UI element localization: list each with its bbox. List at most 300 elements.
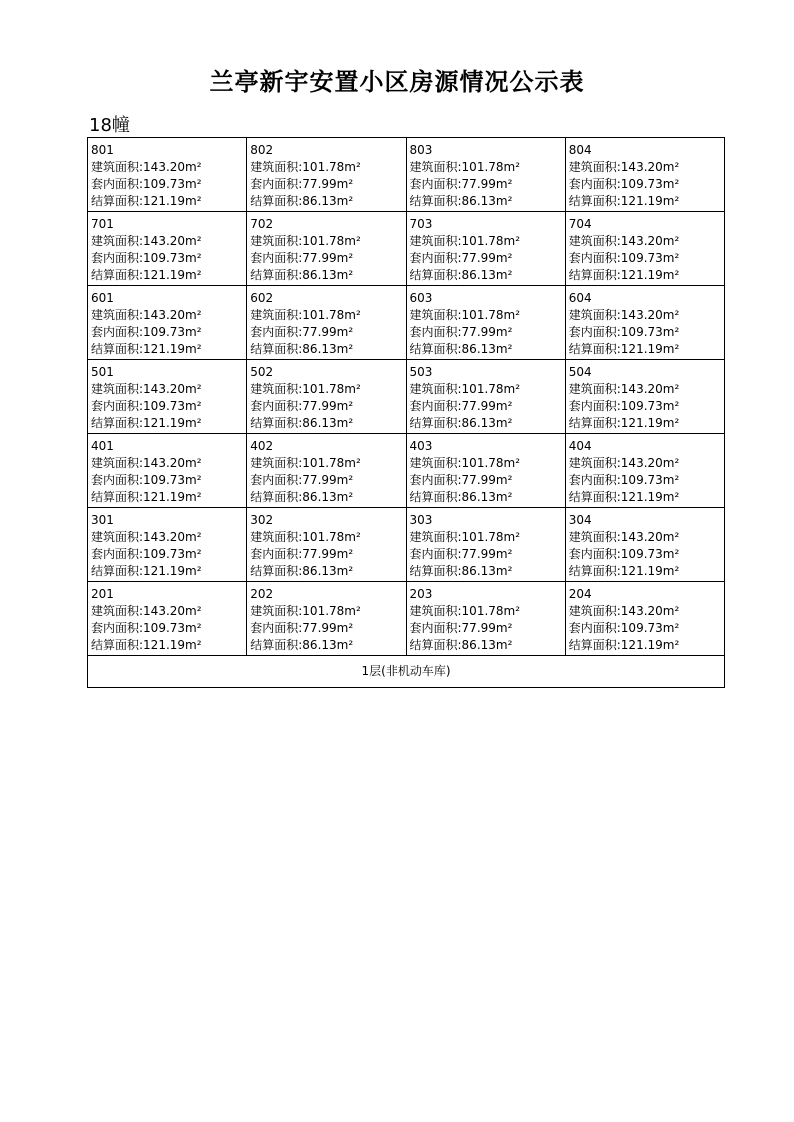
unit-cell [406, 212, 565, 286]
unit-number-line [250, 290, 405, 307]
construction-area-label: 建筑面积: [568, 604, 621, 618]
construction-area-label: 建筑面积: [91, 308, 144, 322]
construction-area-label: 建筑面积: [409, 308, 462, 322]
settlement-area-label: 结算面积: [409, 416, 462, 430]
construction-area-label: 建筑面积: [409, 160, 462, 174]
inner-area-value: 77.99m² [302, 325, 354, 339]
settlement-area-value: 121.19m² [143, 268, 202, 282]
floor-row [88, 286, 725, 360]
floor-row [88, 212, 725, 286]
construction-area-line [250, 233, 405, 250]
construction-area-value: 143.20m² [620, 456, 680, 470]
construction-area-value: 143.20m² [620, 382, 680, 396]
inner-area-line [250, 324, 405, 341]
unit-number-line [410, 438, 565, 455]
settlement-area-label: 结算面积: [91, 564, 144, 578]
unit-number-value: 301 [91, 513, 114, 527]
unit-number-value: 804 [568, 143, 592, 157]
settlement-area-line [569, 489, 724, 506]
construction-area-value: 143.20m² [620, 604, 680, 618]
construction-area-line [250, 603, 405, 620]
settlement-area-line [91, 341, 246, 358]
construction-area-label: 建筑面积: [91, 234, 144, 248]
settlement-area-label: 结算面积: [91, 268, 144, 282]
construction-area-label: 建筑面积: [250, 604, 303, 618]
unit-number-line [569, 290, 724, 307]
construction-area-line [410, 233, 565, 250]
inner-area-value: 109.73m² [143, 177, 202, 191]
construction-area-label: 建筑面积: [568, 308, 621, 322]
inner-area-line [250, 620, 405, 637]
settlement-area-line [250, 267, 405, 284]
construction-area-label: 建筑面积: [409, 456, 462, 470]
construction-area-label: 建筑面积: [568, 382, 621, 396]
settlement-area-line [569, 637, 724, 654]
settlement-area-value: 121.19m² [620, 416, 680, 430]
unit-cell [88, 360, 247, 434]
inner-area-label: 套内面积: [250, 399, 303, 413]
inner-area-line [410, 472, 565, 489]
inner-area-line [91, 620, 246, 637]
inner-area-label: 套内面积: [568, 621, 621, 635]
settlement-area-line [569, 563, 724, 580]
construction-area-line [91, 233, 246, 250]
inner-area-label: 套内面积: [250, 547, 303, 561]
unit-number-value: 302 [250, 513, 274, 527]
settlement-area-line [250, 637, 405, 654]
unit-number-value: 704 [568, 217, 592, 231]
construction-area-line [569, 159, 724, 176]
inner-area-line [569, 472, 724, 489]
inner-area-label: 套内面积: [91, 547, 144, 561]
construction-area-value: 101.78m² [461, 160, 521, 174]
construction-area-line [410, 307, 565, 324]
unit-number-value: 604 [568, 291, 592, 305]
construction-area-value: 143.20m² [143, 604, 202, 618]
construction-area-line [250, 529, 405, 546]
construction-area-value: 143.20m² [620, 530, 680, 544]
inner-area-value: 77.99m² [461, 177, 513, 191]
settlement-area-value: 86.13m² [461, 564, 513, 578]
inner-area-value: 77.99m² [302, 621, 354, 635]
inner-area-label: 套内面积: [409, 325, 462, 339]
unit-number-line [569, 142, 724, 159]
settlement-area-line [91, 637, 246, 654]
inner-area-label: 套内面积: [409, 399, 462, 413]
construction-area-line [410, 603, 565, 620]
settlement-area-line [569, 341, 724, 358]
unit-number-line [91, 364, 246, 381]
construction-area-label: 建筑面积: [409, 234, 462, 248]
settlement-area-value: 121.19m² [620, 638, 680, 652]
construction-area-value: 101.78m² [302, 308, 361, 322]
inner-area-label: 套内面积: [250, 325, 303, 339]
construction-area-label: 建筑面积: [250, 160, 303, 174]
unit-number-line [569, 438, 724, 455]
unit-cell [88, 212, 247, 286]
settlement-area-line [91, 489, 246, 506]
construction-area-label: 建筑面积: [91, 530, 144, 544]
construction-area-line [91, 159, 246, 176]
settlement-area-line [250, 563, 405, 580]
settlement-area-line [569, 267, 724, 284]
unit-cell [247, 286, 406, 360]
inner-area-value: 109.73m² [620, 547, 680, 561]
construction-area-label: 建筑面积: [91, 604, 144, 618]
settlement-area-label: 结算面积: [568, 564, 621, 578]
construction-area-value: 101.78m² [461, 308, 521, 322]
inner-area-label: 套内面积: [409, 251, 462, 265]
unit-number-line [91, 216, 246, 233]
inner-area-line [569, 398, 724, 415]
settlement-area-label: 结算面积: [409, 564, 462, 578]
unit-number-line [91, 142, 246, 159]
unit-cell [88, 582, 247, 656]
unit-cell [406, 582, 565, 656]
inner-area-line [569, 176, 724, 193]
unit-number-line [91, 438, 246, 455]
unit-number-line [91, 586, 246, 603]
unit-cell [565, 138, 724, 212]
unit-cell [247, 212, 406, 286]
inner-area-value: 109.73m² [620, 473, 680, 487]
settlement-area-label: 结算面积: [91, 342, 144, 356]
unit-number-line [410, 290, 565, 307]
inner-area-line [410, 398, 565, 415]
inner-area-label: 套内面积: [409, 621, 462, 635]
inner-area-line [250, 546, 405, 563]
page-title: 兰亭新宇安置小区房源情况公示表 [209, 68, 585, 96]
inner-area-value: 109.73m² [143, 621, 202, 635]
settlement-area-value: 121.19m² [620, 490, 680, 504]
inner-area-value: 109.73m² [620, 621, 680, 635]
unit-cell [565, 286, 724, 360]
settlement-area-line [410, 489, 565, 506]
inner-area-value: 77.99m² [461, 399, 513, 413]
unit-cell [406, 508, 565, 582]
settlement-area-line [410, 415, 565, 432]
construction-area-line [410, 381, 565, 398]
settlement-area-label: 结算面积: [250, 268, 303, 282]
inner-area-label: 套内面积: [409, 473, 462, 487]
settlement-area-label: 结算面积: [568, 490, 621, 504]
construction-area-value: 101.78m² [302, 160, 361, 174]
settlement-area-value: 86.13m² [302, 342, 354, 356]
settlement-area-label: 结算面积: [409, 194, 462, 208]
unit-cell [406, 360, 565, 434]
inner-area-line [569, 546, 724, 563]
inner-area-line [91, 472, 246, 489]
inner-area-value: 77.99m² [461, 473, 513, 487]
inner-area-line [410, 324, 565, 341]
settlement-area-value: 121.19m² [143, 638, 202, 652]
ground-floor-row [88, 656, 725, 688]
unit-number-value: 801 [91, 143, 114, 157]
inner-area-value: 109.73m² [143, 473, 202, 487]
construction-area-label: 建筑面积: [91, 456, 144, 470]
construction-area-label: 建筑面积: [568, 456, 621, 470]
unit-cell [565, 508, 724, 582]
construction-area-line [250, 381, 405, 398]
unit-number-value: 204 [568, 587, 592, 601]
inner-area-line [250, 398, 405, 415]
unit-cell [88, 434, 247, 508]
settlement-area-label: 结算面积: [568, 416, 621, 430]
unit-number-value: 401 [91, 439, 114, 453]
inner-area-line [410, 250, 565, 267]
inner-area-label: 套内面积: [568, 547, 621, 561]
construction-area-label: 建筑面积: [91, 382, 144, 396]
unit-number-line [250, 216, 405, 233]
construction-area-label: 建筑面积: [250, 382, 303, 396]
inner-area-line [410, 176, 565, 193]
settlement-area-line [250, 415, 405, 432]
construction-area-value: 143.20m² [143, 530, 202, 544]
unit-number-line [410, 512, 565, 529]
settlement-area-line [250, 193, 405, 210]
construction-area-line [91, 529, 246, 546]
unit-cell [565, 582, 724, 656]
settlement-area-line [410, 341, 565, 358]
unit-number-value: 403 [409, 439, 433, 453]
settlement-area-line [91, 193, 246, 210]
settlement-area-value: 86.13m² [461, 194, 513, 208]
inner-area-label: 套内面积: [568, 325, 621, 339]
unit-number-line [410, 586, 565, 603]
unit-number-line [250, 512, 405, 529]
unit-number-value: 601 [91, 291, 114, 305]
inner-area-label: 套内面积: [409, 177, 462, 191]
settlement-area-label: 结算面积: [409, 268, 462, 282]
unit-number-value: 803 [409, 143, 433, 157]
unit-number-line [250, 364, 405, 381]
inner-area-line [250, 472, 405, 489]
construction-area-value: 101.78m² [461, 530, 521, 544]
construction-area-value: 143.20m² [143, 382, 202, 396]
settlement-area-line [91, 267, 246, 284]
inner-area-label: 套内面积: [91, 177, 144, 191]
inner-area-value: 77.99m² [302, 547, 354, 561]
settlement-area-line [91, 563, 246, 580]
unit-number-value: 201 [91, 587, 114, 601]
unit-number-line [569, 216, 724, 233]
construction-area-value: 143.20m² [143, 234, 202, 248]
settlement-area-label: 结算面积: [250, 342, 303, 356]
inner-area-value: 77.99m² [461, 547, 513, 561]
inner-area-value: 77.99m² [461, 251, 513, 265]
settlement-area-value: 121.19m² [143, 194, 202, 208]
construction-area-value: 143.20m² [620, 160, 680, 174]
settlement-area-label: 结算面积: [568, 268, 621, 282]
inner-area-value: 77.99m² [461, 621, 513, 635]
construction-area-line [569, 307, 724, 324]
inner-area-label: 套内面积: [409, 547, 462, 561]
construction-area-line [569, 529, 724, 546]
construction-area-label: 建筑面积: [91, 160, 144, 174]
construction-area-line [410, 159, 565, 176]
settlement-area-line [410, 563, 565, 580]
construction-area-value: 143.20m² [143, 308, 202, 322]
unit-number-value: 702 [250, 217, 274, 231]
unit-number-value: 802 [250, 143, 274, 157]
housing-table-body [88, 138, 725, 688]
settlement-area-label: 结算面积: [409, 342, 462, 356]
construction-area-value: 101.78m² [302, 530, 361, 544]
unit-number-value: 402 [250, 439, 274, 453]
unit-cell [247, 434, 406, 508]
construction-area-value: 101.78m² [461, 456, 521, 470]
inner-area-line [91, 546, 246, 563]
unit-number-line [569, 364, 724, 381]
inner-area-value: 109.73m² [620, 325, 680, 339]
settlement-area-value: 86.13m² [302, 194, 354, 208]
inner-area-line [91, 324, 246, 341]
settlement-area-line [250, 489, 405, 506]
unit-cell [247, 360, 406, 434]
unit-number-line [250, 586, 405, 603]
unit-cell [88, 138, 247, 212]
unit-number-value: 504 [568, 365, 592, 379]
unit-number-value: 602 [250, 291, 274, 305]
unit-number-line [91, 512, 246, 529]
settlement-area-value: 86.13m² [461, 342, 513, 356]
construction-area-value: 143.20m² [620, 308, 680, 322]
inner-area-label: 套内面积: [250, 177, 303, 191]
settlement-area-line [250, 341, 405, 358]
unit-cell [565, 360, 724, 434]
settlement-area-value: 121.19m² [143, 416, 202, 430]
construction-area-line [569, 233, 724, 250]
settlement-area-label: 结算面积: [250, 194, 303, 208]
settlement-area-line [91, 415, 246, 432]
settlement-area-label: 结算面积: [250, 416, 303, 430]
settlement-area-label: 结算面积: [409, 638, 462, 652]
inner-area-label: 套内面积: [91, 399, 144, 413]
settlement-area-value: 121.19m² [620, 342, 680, 356]
construction-area-value: 101.78m² [302, 382, 361, 396]
unit-cell [247, 138, 406, 212]
construction-area-line [250, 455, 405, 472]
inner-area-value: 77.99m² [461, 325, 513, 339]
construction-area-value: 101.78m² [302, 234, 361, 248]
settlement-area-value: 86.13m² [461, 416, 513, 430]
inner-area-value: 109.73m² [143, 251, 202, 265]
construction-area-label: 建筑面积: [568, 234, 621, 248]
inner-area-line [569, 324, 724, 341]
inner-area-label: 套内面积: [568, 251, 621, 265]
unit-number-line [569, 586, 724, 603]
settlement-area-value: 86.13m² [302, 268, 354, 282]
construction-area-label: 建筑面积: [568, 530, 621, 544]
construction-area-line [91, 307, 246, 324]
construction-area-value: 101.78m² [302, 604, 361, 618]
settlement-area-value: 86.13m² [461, 638, 513, 652]
inner-area-line [250, 250, 405, 267]
construction-area-line [569, 603, 724, 620]
settlement-area-line [569, 415, 724, 432]
inner-area-line [250, 176, 405, 193]
unit-cell [247, 582, 406, 656]
settlement-area-value: 86.13m² [302, 490, 354, 504]
settlement-area-value: 121.19m² [143, 490, 202, 504]
inner-area-value: 109.73m² [143, 325, 202, 339]
inner-area-label: 套内面积: [91, 473, 144, 487]
settlement-area-value: 86.13m² [461, 268, 513, 282]
unit-number-line [410, 216, 565, 233]
unit-cell [406, 286, 565, 360]
inner-area-line [91, 250, 246, 267]
settlement-area-value: 121.19m² [620, 268, 680, 282]
unit-number-value: 502 [250, 365, 274, 379]
construction-area-value: 101.78m² [461, 604, 521, 618]
unit-number-value: 603 [409, 291, 433, 305]
inner-area-value: 109.73m² [143, 399, 202, 413]
construction-area-line [410, 455, 565, 472]
construction-area-label: 建筑面积: [250, 308, 303, 322]
inner-area-value: 77.99m² [302, 177, 354, 191]
unit-cell [406, 434, 565, 508]
unit-number-value: 404 [568, 439, 592, 453]
unit-number-value: 503 [409, 365, 433, 379]
construction-area-label: 建筑面积: [568, 160, 621, 174]
unit-number-line [410, 142, 565, 159]
construction-area-line [91, 455, 246, 472]
floor-row [88, 582, 725, 656]
inner-area-label: 套内面积: [91, 621, 144, 635]
inner-area-value: 109.73m² [620, 399, 680, 413]
construction-area-label: 建筑面积: [409, 382, 462, 396]
floor-row [88, 360, 725, 434]
settlement-area-value: 121.19m² [143, 564, 202, 578]
unit-number-value: 203 [409, 587, 433, 601]
construction-area-line [569, 455, 724, 472]
settlement-area-line [410, 193, 565, 210]
construction-area-line [410, 529, 565, 546]
inner-area-value: 77.99m² [302, 251, 354, 265]
inner-area-label: 套内面积: [91, 325, 144, 339]
inner-area-line [410, 620, 565, 637]
construction-area-line [250, 159, 405, 176]
inner-area-label: 套内面积: [568, 473, 621, 487]
settlement-area-label: 结算面积: [409, 490, 462, 504]
settlement-area-value: 86.13m² [302, 564, 354, 578]
settlement-area-value: 121.19m² [620, 564, 680, 578]
unit-number-value: 304 [568, 513, 592, 527]
settlement-area-label: 结算面积: [250, 490, 303, 504]
inner-area-line [91, 398, 246, 415]
unit-cell [247, 508, 406, 582]
unit-cell [565, 212, 724, 286]
inner-area-value: 109.73m² [620, 251, 680, 265]
settlement-area-label: 结算面积: [91, 416, 144, 430]
floor-row [88, 138, 725, 212]
unit-number-value: 701 [91, 217, 114, 231]
construction-area-value: 101.78m² [302, 456, 361, 470]
unit-cell [88, 508, 247, 582]
construction-area-value: 143.20m² [143, 160, 202, 174]
inner-area-value: 77.99m² [302, 399, 354, 413]
construction-area-label: 建筑面积: [250, 530, 303, 544]
floor-row [88, 508, 725, 582]
unit-number-value: 202 [250, 587, 274, 601]
inner-area-line [569, 620, 724, 637]
inner-area-line [569, 250, 724, 267]
settlement-area-label: 结算面积: [91, 638, 144, 652]
settlement-area-label: 结算面积: [91, 194, 144, 208]
construction-area-value: 101.78m² [461, 234, 521, 248]
inner-area-value: 109.73m² [620, 177, 680, 191]
inner-area-label: 套内面积: [250, 473, 303, 487]
